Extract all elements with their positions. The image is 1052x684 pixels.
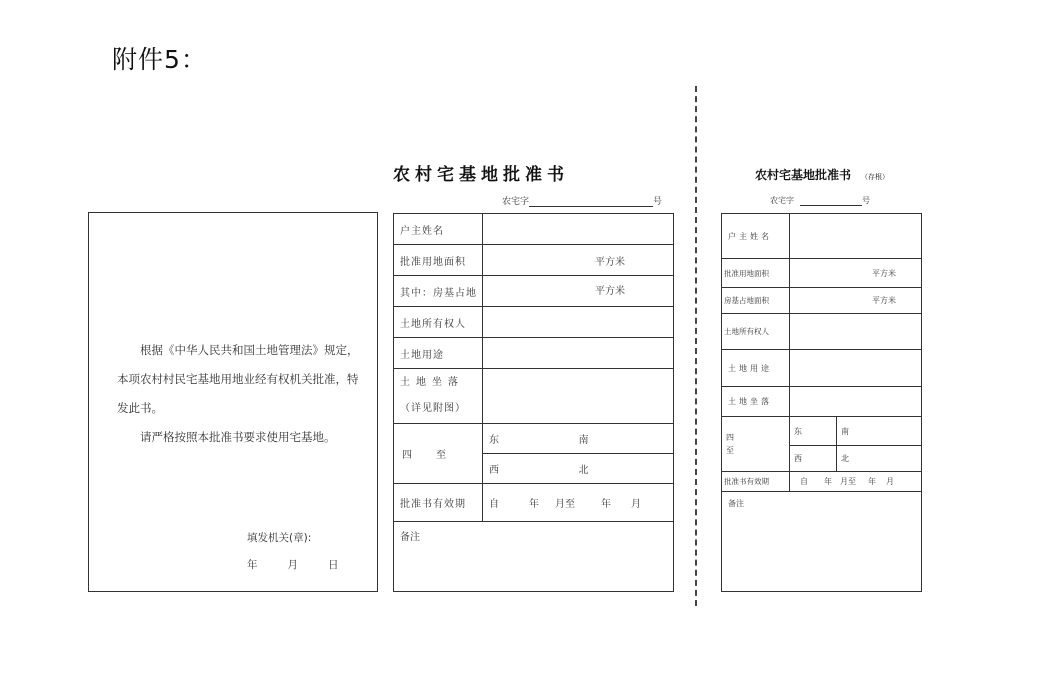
issue-month: 月 xyxy=(287,559,298,571)
stub-north-label: 北 xyxy=(841,454,849,463)
east-field[interactable] xyxy=(483,424,579,454)
row-validity xyxy=(394,484,674,522)
stub-row-boundary-1 xyxy=(722,417,922,446)
approved-area-field[interactable] xyxy=(483,245,674,276)
stub-north-field[interactable] xyxy=(837,446,922,472)
attachment-label: 附件5： xyxy=(112,45,207,74)
cut-line xyxy=(695,86,697,606)
building-area-unit: 平方米 xyxy=(595,286,625,297)
number-suffix: 号 xyxy=(653,197,663,207)
row-land-use xyxy=(394,338,674,369)
validity-year-start: 年 xyxy=(529,499,539,510)
issue-day: 日 xyxy=(328,559,339,571)
stub-remarks-label: 备注 xyxy=(728,499,744,508)
stub-land-location-label: 土地坐落 xyxy=(722,387,790,417)
east-label: 东 xyxy=(489,435,499,446)
boundaries-label: 四至 xyxy=(394,424,483,484)
row-householder xyxy=(394,214,674,245)
stub-land-owner-label: 土地所有权人 xyxy=(722,314,790,350)
south-field[interactable] xyxy=(579,424,674,454)
stub-row-land-location xyxy=(722,387,922,417)
stub-approved-area-field[interactable] xyxy=(790,259,922,288)
stub-householder-field[interactable] xyxy=(790,214,922,259)
stub-row-land-owner xyxy=(722,314,922,350)
stub-row-approved-area xyxy=(722,259,922,288)
stub-building-area-label: 房基占地面积 xyxy=(722,288,790,314)
number-blank[interactable] xyxy=(529,206,653,207)
validity-label: 批准书有效期 xyxy=(394,484,483,522)
stub-building-area-field[interactable] xyxy=(790,288,922,314)
certificate-title: 农村宅基地批准书 xyxy=(393,165,569,185)
stub-approved-area-unit: 平方米 xyxy=(872,268,896,278)
row-boundary-1 xyxy=(394,424,674,454)
stub-east-label: 东 xyxy=(794,426,802,436)
building-area-field[interactable] xyxy=(483,276,674,307)
householder-label: 户主姓名 xyxy=(394,214,483,245)
validity-year-end: 年 xyxy=(601,499,611,510)
certificate-number xyxy=(502,194,662,207)
issuer-label: 填发机关(章): xyxy=(247,532,312,544)
stub-validity-year-start: 年 xyxy=(824,477,832,486)
row-land-location xyxy=(394,369,674,424)
stub-south-field[interactable] xyxy=(837,417,922,446)
stub-land-use-label: 土地用途 xyxy=(722,350,790,387)
stub-form xyxy=(721,213,922,592)
stub-validity-from: 自 xyxy=(800,477,808,486)
building-area-label: 其中：房基占地 xyxy=(394,276,483,307)
land-location-title: 土地坐落 xyxy=(400,377,464,388)
validity-month-to: 月至 xyxy=(555,499,575,510)
land-use-field[interactable] xyxy=(483,338,674,369)
stub-number-suffix: 号 xyxy=(862,196,870,205)
cover-paragraph-2: 请严格按照本批准书要求使用宅基地。 xyxy=(140,430,336,444)
row-land-owner xyxy=(394,307,674,338)
land-location-note: （详见附图） xyxy=(400,403,466,414)
south-label: 南 xyxy=(578,435,589,446)
approved-area-unit: 平方米 xyxy=(595,256,625,268)
stub-east-field[interactable] xyxy=(790,417,837,446)
stub-householder-label: 户主姓名 xyxy=(722,214,790,259)
validity-month-end: 月 xyxy=(631,499,641,510)
stub-west-field[interactable] xyxy=(790,446,837,472)
row-remarks xyxy=(394,522,674,592)
householder-field[interactable] xyxy=(483,214,674,245)
stub-validity-month-to: 月至 xyxy=(840,477,856,486)
stub-land-location-field[interactable] xyxy=(790,387,922,417)
stub-number-prefix: 农宅字 xyxy=(770,196,794,205)
stub-remarks-field[interactable] xyxy=(722,492,922,592)
remarks-label: 备注 xyxy=(400,532,420,543)
north-field[interactable] xyxy=(579,454,674,484)
stub-land-owner-field[interactable] xyxy=(790,314,922,350)
stub-title-text: 农村宅基地批准书 xyxy=(755,168,852,182)
stub-south-label: 南 xyxy=(841,426,849,436)
stub-number-blank[interactable] xyxy=(800,205,862,206)
stub-number xyxy=(770,195,870,206)
land-owner-field[interactable] xyxy=(483,307,674,338)
stub-boundaries-text: 四至 xyxy=(726,433,734,455)
west-label: 西 xyxy=(489,465,499,476)
stub-validity-label: 批准书有效期 xyxy=(722,472,790,492)
stub-row-validity xyxy=(722,472,922,492)
number-prefix: 农宅字 xyxy=(502,197,530,207)
stub-row-land-use xyxy=(722,350,922,387)
stub-building-area-unit: 平方米 xyxy=(872,296,896,305)
row-building-area xyxy=(394,276,674,307)
land-use-label: 土地用途 xyxy=(394,338,483,369)
stub-west-label: 西 xyxy=(794,454,802,463)
land-location-field[interactable] xyxy=(483,369,674,424)
stub-validity-year-end: 年 xyxy=(868,477,876,486)
approved-area-label: 批准用地面积 xyxy=(394,245,483,276)
stub-row-householder xyxy=(722,214,922,259)
issue-year: 年 xyxy=(247,559,258,571)
stub-title xyxy=(755,166,889,183)
validity-field[interactable] xyxy=(483,484,674,522)
stub-land-use-field[interactable] xyxy=(790,350,922,387)
cover-paragraph-1: 根据《中华人民共和国土地管理法》规定，本项农村村民宅基地用地业经有权机关批准，特发此书。 xyxy=(117,343,359,415)
stub-row-remarks xyxy=(722,492,922,592)
stub-boundaries-label xyxy=(722,417,790,472)
certificate-form xyxy=(393,213,674,592)
issue-date xyxy=(247,551,357,580)
stub-tag: （存根） xyxy=(861,173,890,181)
north-label: 北 xyxy=(578,465,589,476)
stub-validity-field[interactable] xyxy=(790,472,922,492)
west-field[interactable] xyxy=(483,454,579,484)
stub-validity-month-end: 月 xyxy=(886,477,894,486)
certificate-cover xyxy=(88,212,378,592)
remarks-field[interactable] xyxy=(394,522,674,592)
land-owner-label: 土地所有权人 xyxy=(394,307,483,338)
validity-from: 自 xyxy=(489,499,499,510)
land-location-label xyxy=(394,369,483,424)
stub-row-building-area xyxy=(722,288,922,314)
row-approved-area xyxy=(394,245,674,276)
stub-approved-area-label: 批准用地面积 xyxy=(722,259,790,288)
